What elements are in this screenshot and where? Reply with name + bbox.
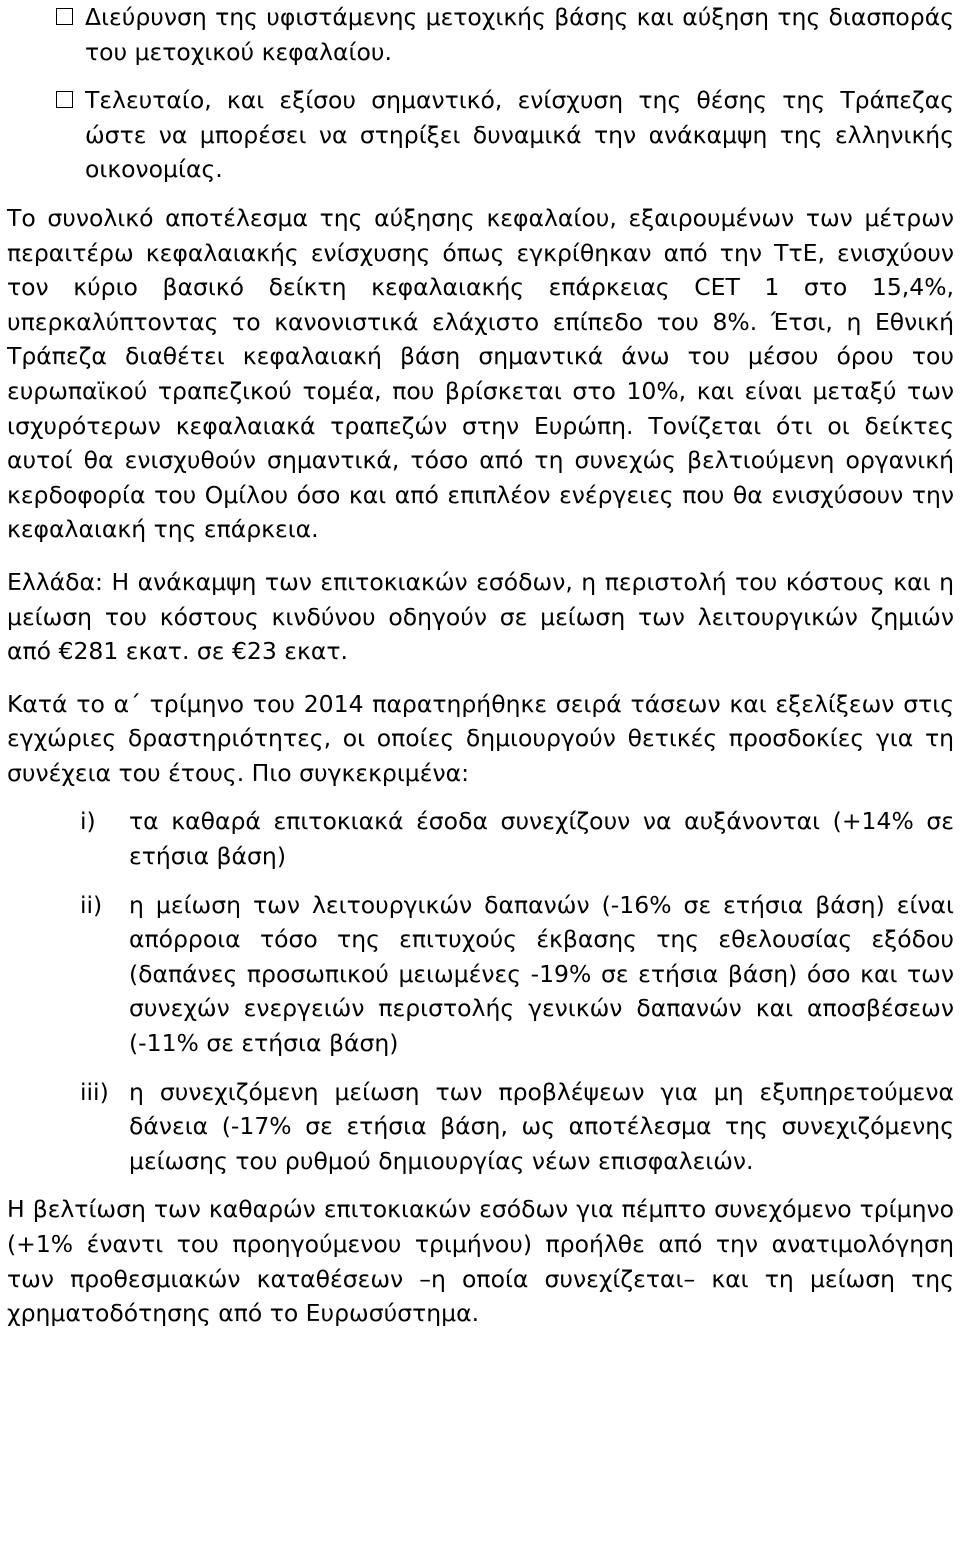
list-number: ii) (80, 890, 103, 919)
list-number: i) (80, 807, 96, 836)
list-item (7, 1075, 954, 1179)
bullet-item (7, 83, 954, 187)
list-item (7, 804, 954, 873)
bullet-item (7, 0, 954, 69)
paragraph-interest-income: Η βελτίωση των καθαρών επιτοκιακών εσόδων για πέμπτο συνεχόμενο τρίμηνο (+1% έναντι του προηγούμενου τριμήνου) προήλθε από την ανατιμολόγηση των προθεσμιακών καταθέσεων –η οποία συνεχίζεται– και τη μείωση της χρηματοδότησης από το Ευρωσύστημα. (7, 1195, 954, 1328)
bullet-text: Τελευταίο, και εξίσου σημαντικό, ενίσχυση της θέσης της Τράπεζας ώστε να μπορέσει να στηρίξει δυναμικά την ανάκαμψη της ελληνικής οικονομίας. (85, 86, 954, 184)
paragraph-greece: Ελλάδα: Η ανάκαμψη των επιτοκιακών εσόδων, η περιστολή του κόστους και η μείωση του κόστους κινδύνου οδηγούν σε μείωση των λειτουργικών ζημιών από €281 εκατ. σε €23 εκατ. (7, 567, 954, 666)
list-text: τα καθαρά επιτοκιακά έσοδα συνεχίζουν να αυξάνονται (+14% σε ετήσια βάση) (129, 807, 954, 871)
list-number: iii) (80, 1077, 109, 1106)
paragraph-q1: Κατά το α΄ τρίμηνο του 2014 παρατηρήθηκε σειρά τάσεων και εξελίξεων στις εγχώριες δραστηριότητες, οι οποίες δημιουργούν θετικές προσδοκίες για τη συνέχεια του έτους. Πιο συγκεκριμένα: (7, 689, 954, 787)
list-text: η συνεχιζόμενη μείωση των προβλέψεων για μη εξυπηρετούμενα δάνεια (-17% σε ετήσια βάση, ως αποτέλεσμα της συνεχιζόμενης μείωσης του ρυθμού δημιουργίας νέων επισφαλειών. (129, 1077, 954, 1175)
list-item (7, 888, 954, 1061)
paragraph-capital: Το συνολικό αποτέλεσμα της αύξησης κεφαλαίου, εξαιρουμένων των μέτρων περαιτέρω κεφαλαιακής ενίσχυσης όπως εγκρίθηκαν από την ΤτΕ, ενισχύουν τον κύριο βασικό δείκτη κεφαλαιακής επάρκειας CET 1 στο 15,4%, υπερκαλύπτοντας το κανονιστικά ελάχιστο επίπεδο του 8%. Έτσι, η Εθνική Τράπεζα διαθέτει κεφαλαιακή βάση σημαντικά άνω του μέσου όρου του ευρωπαϊκού τραπεζικού τομέα, που βρίσκεται στο 10%, και είναι μεταξύ των ισχυρότερων κεφαλαιακά τραπεζών στην Ευρώπη. Τονίζεται ότι οι δείκτες αυτοί θα ενισχυθούν σημαντικά, τόσο από τη συνεχώς βελτιούμενη οργανική κερδοφορία του Ομίλου όσο και από επιπλέον ενέργειες που θα ενισχύσουν την κεφαλαιακή της επάρκεια. (7, 203, 954, 544)
checkbox-bullet-icon (56, 91, 73, 108)
checkbox-bullet-icon (56, 8, 73, 25)
bullet-text: Διεύρυνση της υφιστάμενης μετοχικής βάσης και αύξηση της διασποράς του μετοχικού κεφαλαίου. (85, 3, 954, 66)
list-text: η μείωση των λειτουργικών δαπανών (-16% σε ετήσια βάση) είναι απόρροια τόσο της επιτυχούς έκβασης της εθελουσίας εξόδου (δαπάνες προσωπικού μειωμένες -19% σε ετήσια βάση) όσο και των συνεχών ενεργειών περιστολής γενικών δαπανών και αποσβέσεων (-11% σε ετήσια βάση) (129, 890, 954, 1058)
